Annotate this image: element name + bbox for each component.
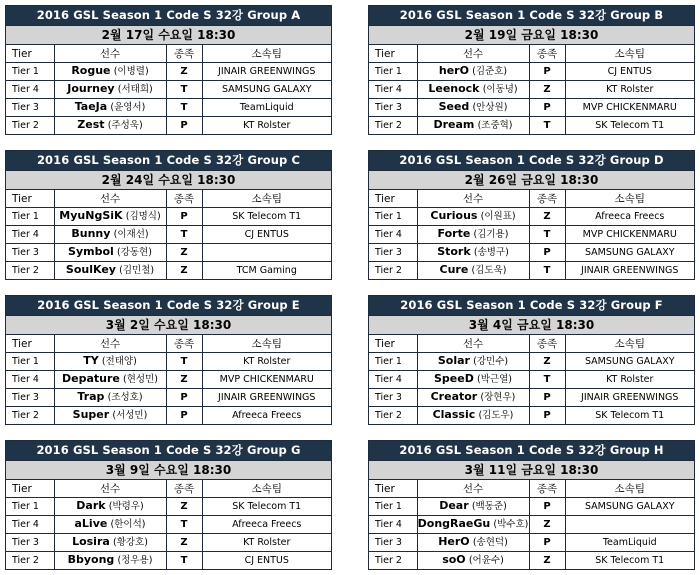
- team-header: 소속팀: [565, 45, 694, 63]
- group-c-panel: [5, 150, 332, 280]
- table-header-row: [6, 190, 331, 208]
- race-cell: T: [166, 99, 202, 117]
- player-id: Dream: [433, 118, 475, 131]
- team-cell: Afreeca Freecs: [202, 516, 331, 534]
- tier-header: Tier: [369, 335, 417, 353]
- player-id: Seed: [438, 100, 470, 113]
- player-real-name: (이재선): [113, 229, 149, 240]
- player-id: Cure: [439, 263, 469, 276]
- match-date: 3월 11일 금요일 18:30: [369, 460, 694, 479]
- race-cell: Z: [529, 516, 565, 534]
- tier-cell: Tier 4: [369, 226, 417, 244]
- tier-cell: Tier 2: [369, 407, 417, 425]
- player-cell: [54, 226, 166, 244]
- player-cell: [417, 371, 529, 389]
- table-header-row: [6, 480, 331, 498]
- race-cell: P: [529, 498, 565, 516]
- team-cell: MVP CHICKENMARU: [202, 371, 331, 389]
- player-cell: [417, 516, 529, 534]
- table-row: [369, 226, 694, 244]
- team-cell: KT Rolster: [202, 534, 331, 552]
- group-h-panel: [368, 440, 695, 570]
- race-header: 종족: [166, 480, 202, 498]
- group-table: [6, 44, 331, 134]
- match-date: 2월 24일 수요일 18:30: [6, 170, 331, 189]
- tier-cell: Tier 3: [6, 534, 54, 552]
- race-cell: Z: [529, 81, 565, 99]
- table-header-row: [6, 45, 331, 63]
- tier-cell: Tier 2: [6, 407, 54, 425]
- tier-cell: Tier 4: [6, 81, 54, 99]
- race-cell: T: [166, 552, 202, 570]
- team-header: 소속팀: [202, 190, 331, 208]
- table-row: [369, 498, 694, 516]
- player-id: Creator: [430, 390, 478, 403]
- player-header: 선수: [54, 45, 166, 63]
- player-real-name: (김명식): [125, 211, 161, 222]
- player-id: SpeeD: [434, 372, 474, 385]
- player-cell: [54, 498, 166, 516]
- player-id: Leenock: [428, 82, 480, 95]
- player-cell: [417, 498, 529, 516]
- group-title: 2016 GSL Season 1 Code S 32강 Group G: [6, 441, 331, 460]
- player-id: Losira: [72, 535, 110, 548]
- player-id: Curious: [430, 209, 478, 222]
- team-cell: JINAIR GREENWINGS: [202, 389, 331, 407]
- group-g-panel: [5, 440, 332, 570]
- tier-cell: Tier 4: [369, 81, 417, 99]
- team-cell: KT Rolster: [565, 371, 694, 389]
- race-cell: P: [529, 389, 565, 407]
- team-cell: JINAIR GREENWINGS: [202, 63, 331, 81]
- group-a-panel: [5, 5, 332, 135]
- player-cell: [54, 389, 166, 407]
- team-header: 소속팀: [202, 45, 331, 63]
- player-cell: [417, 63, 529, 81]
- player-real-name: (백동준): [471, 501, 507, 512]
- player-real-name: (황강호): [112, 537, 148, 548]
- table-row: [369, 117, 694, 135]
- race-cell: P: [166, 389, 202, 407]
- player-cell: [54, 117, 166, 135]
- player-header: 선수: [54, 190, 166, 208]
- tier-cell: Tier 2: [369, 552, 417, 570]
- player-id: Trap: [77, 390, 105, 403]
- race-cell: T: [166, 81, 202, 99]
- match-date: 2월 19일 금요일 18:30: [369, 25, 694, 44]
- player-id: DongRaeGu: [417, 517, 491, 530]
- match-date: 3월 2일 수요일 18:30: [6, 315, 331, 334]
- race-cell: P: [529, 244, 565, 262]
- table-row: [6, 244, 331, 262]
- player-cell: [417, 407, 529, 425]
- player-id: Dark: [76, 499, 106, 512]
- player-id: Depature: [61, 372, 120, 385]
- player-real-name: (안상원): [472, 102, 508, 113]
- table-row: [6, 117, 331, 135]
- table-row: [369, 534, 694, 552]
- player-header: 선수: [54, 335, 166, 353]
- player-cell: [417, 99, 529, 117]
- group-title: 2016 GSL Season 1 Code S 32강 Group C: [6, 151, 331, 170]
- race-header: 종족: [529, 190, 565, 208]
- tier-cell: Tier 3: [6, 244, 54, 262]
- team-cell: TCM Gaming: [202, 262, 331, 280]
- table-row: [6, 63, 331, 81]
- group-table: [369, 44, 694, 134]
- player-real-name: (강민수): [473, 356, 509, 367]
- team-cell: MVP CHICKENMARU: [565, 99, 694, 117]
- race-cell: P: [166, 407, 202, 425]
- table-row: [6, 552, 331, 570]
- tier-header: Tier: [6, 480, 54, 498]
- player-id: Journey: [67, 82, 115, 95]
- tier-cell: Tier 4: [6, 226, 54, 244]
- race-cell: T: [529, 262, 565, 280]
- player-cell: [417, 244, 529, 262]
- table-row: [369, 516, 694, 534]
- team-cell: [202, 244, 331, 262]
- table-header-row: [369, 480, 694, 498]
- table-header-row: [369, 335, 694, 353]
- player-real-name: (조성호): [107, 392, 143, 403]
- race-cell: P: [529, 534, 565, 552]
- group-f-panel: [368, 295, 695, 425]
- team-header: 소속팀: [565, 190, 694, 208]
- race-cell: P: [166, 208, 202, 226]
- player-cell: [417, 389, 529, 407]
- team-header: 소속팀: [202, 480, 331, 498]
- race-header: 종족: [529, 335, 565, 353]
- player-real-name: (어윤수): [468, 555, 504, 566]
- team-cell: CJ ENTUS: [565, 63, 694, 81]
- player-cell: [417, 117, 529, 135]
- player-cell: [54, 552, 166, 570]
- tier-cell: Tier 4: [6, 516, 54, 534]
- player-real-name: (김준호): [472, 66, 508, 77]
- table-row: [369, 353, 694, 371]
- race-cell: P: [166, 117, 202, 135]
- team-cell: Afreeca Freecs: [202, 407, 331, 425]
- table-row: [6, 262, 331, 280]
- team-header: 소속팀: [565, 335, 694, 353]
- table-row: [6, 516, 331, 534]
- tier-cell: Tier 1: [6, 208, 54, 226]
- player-cell: [417, 81, 529, 99]
- table-row: [6, 534, 331, 552]
- race-cell: Z: [529, 552, 565, 570]
- player-id: Bbyong: [67, 553, 115, 566]
- group-title: 2016 GSL Season 1 Code S 32강 Group D: [369, 151, 694, 170]
- team-cell: SAMSUNG GALAXY: [565, 244, 694, 262]
- table-row: [369, 371, 694, 389]
- player-real-name: (김도우): [478, 410, 514, 421]
- player-id: Solar: [437, 354, 470, 367]
- race-header: 종족: [166, 335, 202, 353]
- tier-cell: Tier 2: [6, 262, 54, 280]
- player-cell: [417, 534, 529, 552]
- player-cell: [417, 226, 529, 244]
- tier-header: Tier: [369, 190, 417, 208]
- player-id: herO: [438, 64, 469, 77]
- tier-header: Tier: [6, 335, 54, 353]
- race-cell: Z: [166, 262, 202, 280]
- tier-cell: Tier 3: [6, 99, 54, 117]
- player-cell: [54, 516, 166, 534]
- player-id: Super: [72, 408, 110, 421]
- table-row: [369, 389, 694, 407]
- player-real-name: (송병구): [473, 247, 509, 258]
- tier-cell: Tier 3: [369, 534, 417, 552]
- race-cell: T: [166, 226, 202, 244]
- race-cell: Z: [166, 371, 202, 389]
- player-real-name: (박근열): [477, 374, 512, 385]
- tier-cell: Tier 2: [6, 552, 54, 570]
- team-cell: TeamLiquid: [565, 534, 694, 552]
- player-header: 선수: [417, 480, 529, 498]
- table-row: [6, 81, 331, 99]
- tier-cell: Tier 3: [369, 244, 417, 262]
- player-id: Dear: [439, 499, 469, 512]
- table-row: [369, 244, 694, 262]
- player-real-name: (윤영서): [110, 102, 146, 113]
- tier-cell: Tier 4: [369, 371, 417, 389]
- player-real-name: (이원표): [480, 211, 516, 222]
- group-b-panel: [368, 5, 695, 135]
- tier-cell: Tier 1: [369, 208, 417, 226]
- group-title: 2016 GSL Season 1 Code S 32강 Group H: [369, 441, 694, 460]
- race-cell: Z: [166, 63, 202, 81]
- tier-cell: Tier 4: [6, 371, 54, 389]
- tier-cell: Tier 3: [369, 389, 417, 407]
- tier-cell: Tier 1: [369, 63, 417, 81]
- match-date: 2월 26일 금요일 18:30: [369, 170, 694, 189]
- team-cell: SAMSUNG GALAXY: [565, 353, 694, 371]
- group-table: [6, 189, 331, 279]
- player-real-name: (장현우): [480, 392, 516, 403]
- race-cell: P: [529, 99, 565, 117]
- player-cell: [54, 99, 166, 117]
- player-id: Symbol: [68, 245, 114, 258]
- player-cell: [54, 208, 166, 226]
- table-row: [6, 407, 331, 425]
- player-real-name: (강동현): [117, 247, 152, 258]
- match-date: 3월 4일 금요일 18:30: [369, 315, 694, 334]
- tier-cell: Tier 3: [6, 389, 54, 407]
- team-cell: KT Rolster: [565, 81, 694, 99]
- race-cell: Z: [529, 353, 565, 371]
- team-cell: SK Telecom T1: [202, 498, 331, 516]
- player-id: Forte: [437, 227, 471, 240]
- player-real-name: (박수호): [493, 519, 529, 530]
- race-cell: P: [529, 407, 565, 425]
- group-table: [6, 479, 331, 569]
- team-cell: JINAIR GREENWINGS: [565, 389, 694, 407]
- table-row: [369, 81, 694, 99]
- team-cell: [565, 516, 694, 534]
- player-real-name: (김기용): [473, 229, 509, 240]
- group-title: 2016 GSL Season 1 Code S 32강 Group F: [369, 296, 694, 315]
- group-title: 2016 GSL Season 1 Code S 32강 Group B: [369, 6, 694, 25]
- table-header-row: [369, 45, 694, 63]
- table-row: [369, 552, 694, 570]
- tier-cell: Tier 1: [6, 353, 54, 371]
- table-row: [6, 498, 331, 516]
- player-cell: [54, 244, 166, 262]
- player-cell: [54, 262, 166, 280]
- table-header-row: [369, 190, 694, 208]
- team-cell: TeamLiquid: [202, 99, 331, 117]
- group-table: [369, 479, 694, 569]
- player-id: MyuNgSiK: [59, 209, 123, 222]
- player-header: 선수: [54, 480, 166, 498]
- player-cell: [417, 353, 529, 371]
- table-row: [6, 389, 331, 407]
- team-cell: SAMSUNG GALAXY: [565, 498, 694, 516]
- player-real-name: (송현덕): [472, 537, 508, 548]
- table-row: [6, 208, 331, 226]
- race-header: 종족: [166, 190, 202, 208]
- team-cell: Afreeca Freecs: [565, 208, 694, 226]
- player-id: SoulKey: [65, 263, 116, 276]
- player-id: Classic: [432, 408, 476, 421]
- player-id: aLive: [74, 517, 108, 530]
- player-id: HerO: [438, 535, 470, 548]
- player-real-name: (한이석): [110, 519, 146, 530]
- player-id: Zest: [77, 118, 105, 131]
- team-cell: MVP CHICKENMARU: [565, 226, 694, 244]
- player-id: Stork: [437, 245, 471, 258]
- table-row: [6, 226, 331, 244]
- tier-header: Tier: [369, 45, 417, 63]
- tier-cell: Tier 4: [369, 516, 417, 534]
- team-cell: CJ ENTUS: [202, 226, 331, 244]
- player-cell: [54, 81, 166, 99]
- team-cell: JINAIR GREENWINGS: [565, 262, 694, 280]
- race-cell: T: [529, 371, 565, 389]
- race-cell: Z: [166, 498, 202, 516]
- player-header: 선수: [417, 190, 529, 208]
- team-header: 소속팀: [202, 335, 331, 353]
- team-cell: SK Telecom T1: [565, 407, 694, 425]
- tier-cell: Tier 2: [369, 262, 417, 280]
- tier-cell: Tier 3: [369, 99, 417, 117]
- table-row: [6, 371, 331, 389]
- player-real-name: (박령우): [108, 501, 144, 512]
- player-cell: [417, 552, 529, 570]
- player-cell: [54, 353, 166, 371]
- tier-cell: Tier 2: [6, 117, 54, 135]
- match-date: 2월 17일 수요일 18:30: [6, 25, 331, 44]
- player-id: soO: [442, 553, 466, 566]
- race-header: 종족: [166, 45, 202, 63]
- tier-cell: Tier 1: [369, 498, 417, 516]
- race-cell: Z: [529, 208, 565, 226]
- table-row: [369, 407, 694, 425]
- player-real-name: (김도욱): [471, 265, 507, 276]
- table-row: [369, 262, 694, 280]
- tier-header: Tier: [369, 480, 417, 498]
- table-row: [6, 353, 331, 371]
- race-cell: P: [529, 63, 565, 81]
- table-row: [369, 63, 694, 81]
- tier-cell: Tier 1: [6, 63, 54, 81]
- match-date: 3월 9일 수요일 18:30: [6, 460, 331, 479]
- group-e-panel: [5, 295, 332, 425]
- race-cell: T: [529, 226, 565, 244]
- race-cell: T: [529, 117, 565, 135]
- player-real-name: (전태양): [101, 356, 137, 367]
- table-row: [369, 99, 694, 117]
- team-cell: CJ ENTUS: [202, 552, 331, 570]
- team-cell: SK Telecom T1: [565, 552, 694, 570]
- tier-cell: Tier 1: [6, 498, 54, 516]
- player-real-name: (정우용): [117, 555, 153, 566]
- player-real-name: (서성민): [112, 410, 148, 421]
- player-header: 선수: [417, 45, 529, 63]
- team-cell: KT Rolster: [202, 117, 331, 135]
- team-header: 소속팀: [565, 480, 694, 498]
- team-cell: KT Rolster: [202, 353, 331, 371]
- player-real-name: (서태희): [117, 84, 153, 95]
- race-cell: Z: [166, 534, 202, 552]
- table-row: [369, 208, 694, 226]
- player-id: Bunny: [71, 227, 111, 240]
- race-cell: T: [166, 353, 202, 371]
- table-row: [6, 99, 331, 117]
- player-real-name: (주성욱): [107, 120, 143, 131]
- tier-cell: Tier 2: [369, 117, 417, 135]
- player-cell: [54, 407, 166, 425]
- race-header: 종족: [529, 45, 565, 63]
- team-cell: SK Telecom T1: [565, 117, 694, 135]
- player-cell: [417, 208, 529, 226]
- group-title: 2016 GSL Season 1 Code S 32강 Group A: [6, 6, 331, 25]
- tier-cell: Tier 1: [369, 353, 417, 371]
- tier-header: Tier: [6, 45, 54, 63]
- team-cell: SK Telecom T1: [202, 208, 331, 226]
- race-cell: T: [166, 516, 202, 534]
- group-table: [6, 334, 331, 424]
- player-header: 선수: [417, 335, 529, 353]
- player-real-name: (현성민): [123, 374, 158, 385]
- tier-header: Tier: [6, 190, 54, 208]
- race-header: 종족: [529, 480, 565, 498]
- group-title: 2016 GSL Season 1 Code S 32강 Group E: [6, 296, 331, 315]
- group-d-panel: [368, 150, 695, 280]
- player-real-name: (조중혁): [477, 120, 513, 131]
- player-cell: [54, 63, 166, 81]
- player-real-name: (이동녕): [482, 84, 518, 95]
- player-real-name: (김민철): [119, 265, 155, 276]
- group-table: [369, 334, 694, 424]
- player-cell: [417, 262, 529, 280]
- group-table: [369, 189, 694, 279]
- player-id: TY: [83, 354, 99, 367]
- player-cell: [54, 371, 166, 389]
- team-cell: SAMSUNG GALAXY: [202, 81, 331, 99]
- table-header-row: [6, 335, 331, 353]
- race-cell: Z: [166, 244, 202, 262]
- player-id: Rogue: [71, 64, 111, 77]
- player-id: TaeJa: [74, 100, 108, 113]
- player-cell: [54, 534, 166, 552]
- player-real-name: (이병렬): [113, 66, 149, 77]
